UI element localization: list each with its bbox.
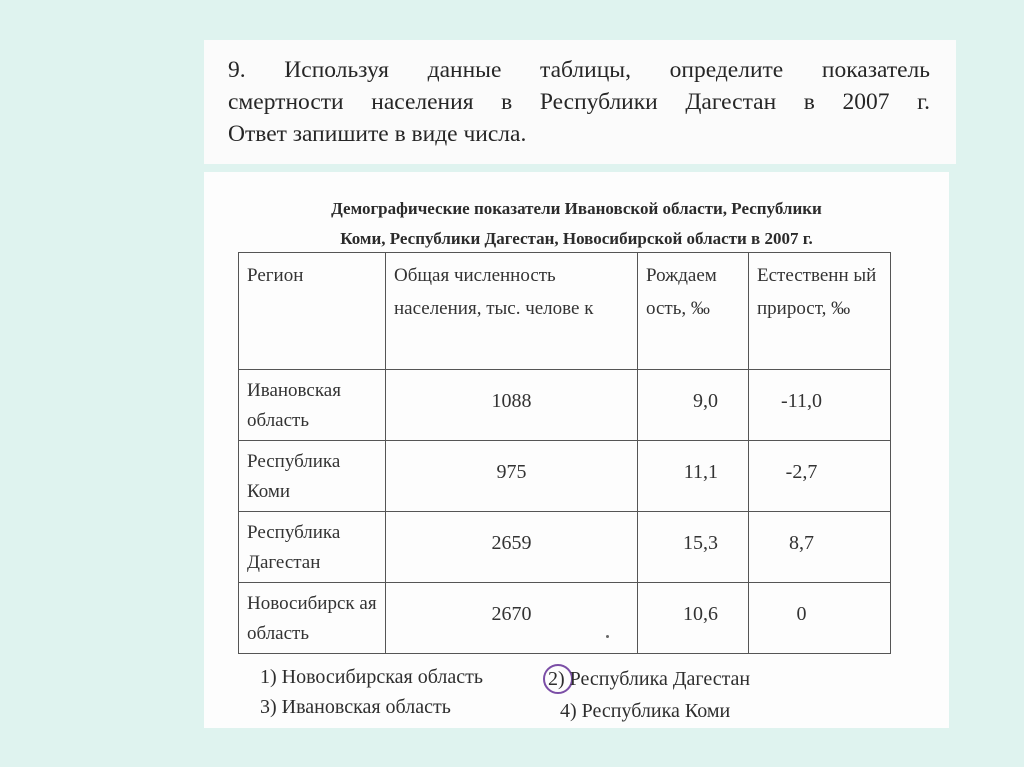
question-line-3: Ответ запишите в виде числа. <box>228 121 527 147</box>
question-card <box>204 40 956 164</box>
cell-natural-growth: 0 <box>749 583 891 654</box>
cell-region: Ивановская область <box>239 370 386 441</box>
answer-option-3: 3) Ивановская область <box>260 696 451 718</box>
table-card <box>204 172 949 728</box>
header-birth-rate: Рождаем ость, ‰ <box>638 253 749 370</box>
table-row <box>239 583 891 654</box>
cell-population: 2659 <box>386 512 638 583</box>
question-line-1: 9. Используя данные таблицы, определите показатель <box>228 57 930 83</box>
cell-population: 975 <box>386 441 638 512</box>
cell-population: 2670 <box>386 583 638 654</box>
cell-region: Республика Коми <box>239 441 386 512</box>
cell-natural-growth: -2,7 <box>749 441 891 512</box>
cell-region: Республика Дагестан <box>239 512 386 583</box>
cell-natural-growth: -11,0 <box>749 370 891 441</box>
caption-line-1: Демографические показатели Ивановской области, Республики <box>331 199 822 218</box>
header-region: Регион <box>239 253 386 370</box>
table-row <box>239 441 891 512</box>
cell-birth-rate: 10,6 <box>638 583 749 654</box>
answer-option-2: 2) Республика Дагестан <box>548 668 751 690</box>
header-population: Общая численность населения, тыс. челове к <box>386 253 638 370</box>
table-header-row <box>239 253 891 370</box>
demographics-table <box>238 252 891 654</box>
speck <box>606 635 609 638</box>
table-row <box>239 370 891 441</box>
cell-birth-rate: 11,1 <box>638 441 749 512</box>
table-caption <box>204 194 949 254</box>
cell-region: Новосибирск ая область <box>239 583 386 654</box>
answer-option-4: 4) Республика Коми <box>560 700 731 722</box>
cell-birth-rate: 9,0 <box>638 370 749 441</box>
answer-option-1: 1) Новосибирская область <box>260 666 484 688</box>
cell-natural-growth: 8,7 <box>749 512 891 583</box>
caption-line-2: Коми, Республики Дагестан, Новосибирской области в 2007 г. <box>340 229 813 248</box>
cell-population: 1088 <box>386 370 638 441</box>
header-natural-growth: Естественн ый прирост, ‰ <box>749 253 891 370</box>
table-row <box>239 512 891 583</box>
question-line-2: смертности населения в Республики Дагестан в 2007 г. <box>228 89 930 115</box>
cell-birth-rate: 15,3 <box>638 512 749 583</box>
